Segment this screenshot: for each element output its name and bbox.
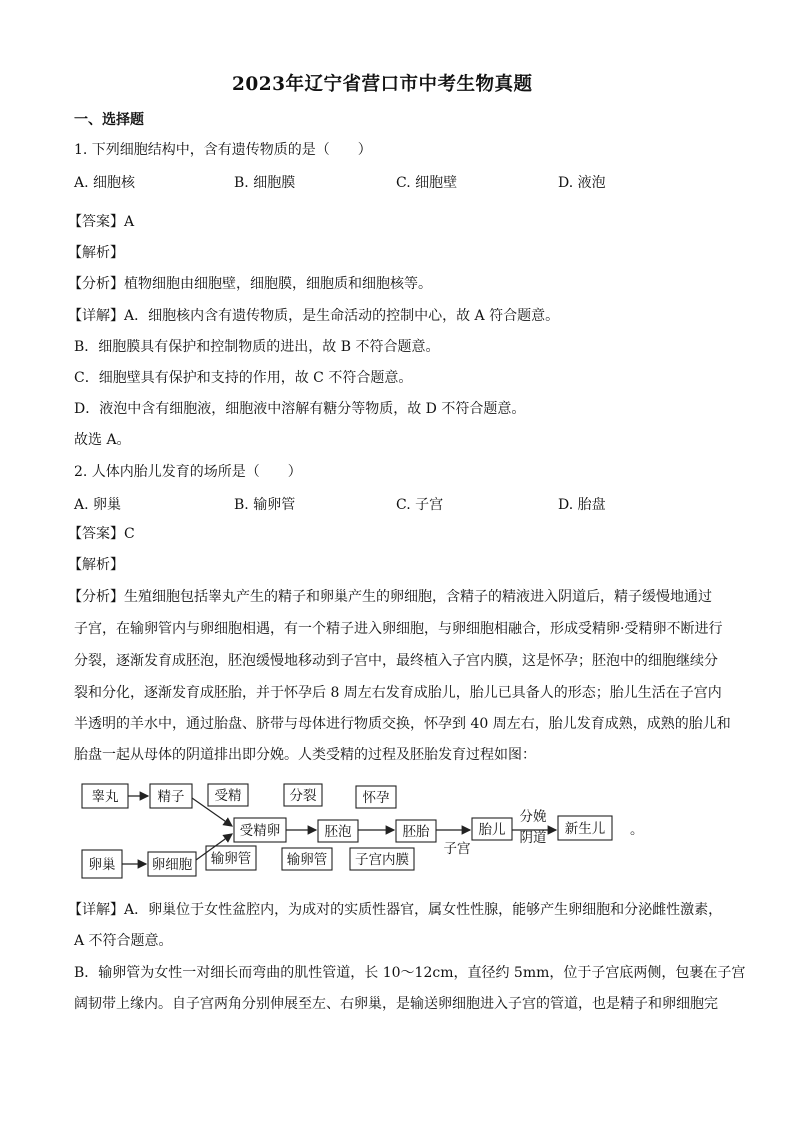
q1-option-a: A. 细胞核 — [74, 175, 136, 191]
q2-detail-line-2: A 不符合题意。 — [74, 933, 173, 949]
page-title: 2023年辽宁省营口市中考生物真题 — [232, 74, 533, 95]
q2-analysis-line-5: 半透明的羊水中，通过胎盘、脐带与母体进行物质交换，怀孕到 40 周左右，胎儿发育成熟，成熟的胎儿和 — [74, 716, 731, 732]
q2-option-c: C. 子宫 — [396, 497, 444, 513]
label-ovary: 卵巢 — [88, 857, 116, 873]
label-blastocyst: 胚泡 — [324, 824, 352, 840]
q2-analysis-head: 【解析】 — [68, 557, 124, 573]
label-pregnancy: 怀孕 — [362, 790, 390, 806]
q2-option-d: D. 胎盘 — [558, 497, 606, 513]
label-testis: 睾丸 — [91, 789, 119, 805]
development-diagram — [76, 776, 676, 886]
q1-detail: 【详解】A．细胞核内含有遗传物质，是生命活动的控制中心，故 A 符合题意。 — [68, 308, 560, 324]
q1-conclusion: 故选 A。 — [74, 432, 131, 448]
label-oviduct-2: 输卵管 — [286, 852, 328, 868]
q1-detail-d: D．液泡中含有细胞液，细胞液中溶解有糖分等物质，故 D 不符合题意。 — [74, 401, 526, 417]
label-fetus: 胎儿 — [478, 822, 506, 838]
label-fertilization: 受精 — [214, 788, 242, 804]
q2-analysis-line-6: 胎盘一起从母体的阴道排出即分娩。人类受精的过程及胚胎发育过程如图： — [74, 747, 536, 763]
label-egg: 卵细胞 — [151, 857, 193, 873]
label-sperm: 精子 — [157, 789, 185, 805]
section-heading: 一、选择题 — [74, 112, 144, 128]
q1-answer: 【答案】A — [68, 214, 135, 230]
q1-detail-b: B．细胞膜具有保护和控制物质的进出，故 B 不符合题意。 — [74, 339, 440, 355]
label-vagina: 阴道 — [519, 830, 547, 846]
q1-analysis: 【分析】植物细胞由细胞壁，细胞膜，细胞质和细胞核等。 — [68, 276, 432, 292]
q2-analysis-line-2: 子宫，在输卵管内与卵细胞相遇，有一个精子进入卵细胞，与卵细胞相融合，形成受精卵·受精卵不断进行 — [74, 621, 723, 637]
q1-detail-c: C．细胞壁具有保护和支持的作用，故 C 不符合题意。 — [74, 370, 413, 386]
label-zygote: 受精卵 — [239, 823, 281, 839]
label-newborn: 新生儿 — [564, 821, 606, 837]
q2-analysis-line-1: 【分析】生殖细胞包括睾丸产生的精子和卵巢产生的卵细胞，含精子的精液进入阴道后，精子缓慢地通过 — [68, 589, 712, 605]
label-period: 。 — [630, 822, 644, 838]
q1-option-b: B. 细胞膜 — [234, 175, 296, 191]
q1-analysis-head: 【解析】 — [68, 245, 124, 261]
q1-option-d: D. 液泡 — [558, 175, 606, 191]
q2-analysis-line-3: 分裂，逐渐发育成胚泡，胚泡缓慢地移动到子宫中，最终植入子宫内膜，这是怀孕；胚泡中的细胞继续分 — [74, 653, 718, 669]
q2-detail-line-4: 阔韧带上缘内。自子宫两角分别伸展至左、右卵巢，是输送卵细胞进入子宫的管道，也是精子和卵细胞完 — [74, 996, 718, 1012]
q2-stem: 2. 人体内胎儿发育的场所是（ ） — [74, 464, 302, 480]
q2-analysis-line-4: 裂和分化，逐渐发育成胚胎，并于怀孕后 8 周左右发育成胎儿，胎儿已具备人的形态；胎儿生活在子宫内 — [74, 685, 722, 701]
q1-stem: 1. 下列细胞结构中，含有遗传物质的是（ ） — [74, 142, 372, 158]
q2-detail-line-3: B．输卵管为女性一对细长而弯曲的肌性管道，长 10～12cm，直径约 5mm，位于子宫底两侧，包裹在子宫 — [74, 965, 746, 981]
q2-option-a: A. 卵巢 — [74, 497, 122, 513]
label-delivery: 分娩 — [519, 809, 547, 825]
label-uterus: 子宫 — [443, 841, 471, 857]
label-division: 分裂 — [289, 788, 317, 804]
label-endometrium: 子宫内膜 — [355, 852, 409, 868]
q2-detail-line-1: 【详解】A．卵巢位于女性盆腔内，为成对的实质性器官，属女性性腺，能够产生卵细胞和分泌雌性激素， — [68, 902, 723, 918]
q2-answer: 【答案】C — [68, 526, 135, 542]
label-oviduct-1: 输卵管 — [210, 851, 252, 867]
label-embryo: 胚胎 — [402, 824, 430, 840]
q2-option-b: B. 输卵管 — [234, 497, 296, 513]
q1-option-c: C. 细胞壁 — [396, 175, 458, 191]
